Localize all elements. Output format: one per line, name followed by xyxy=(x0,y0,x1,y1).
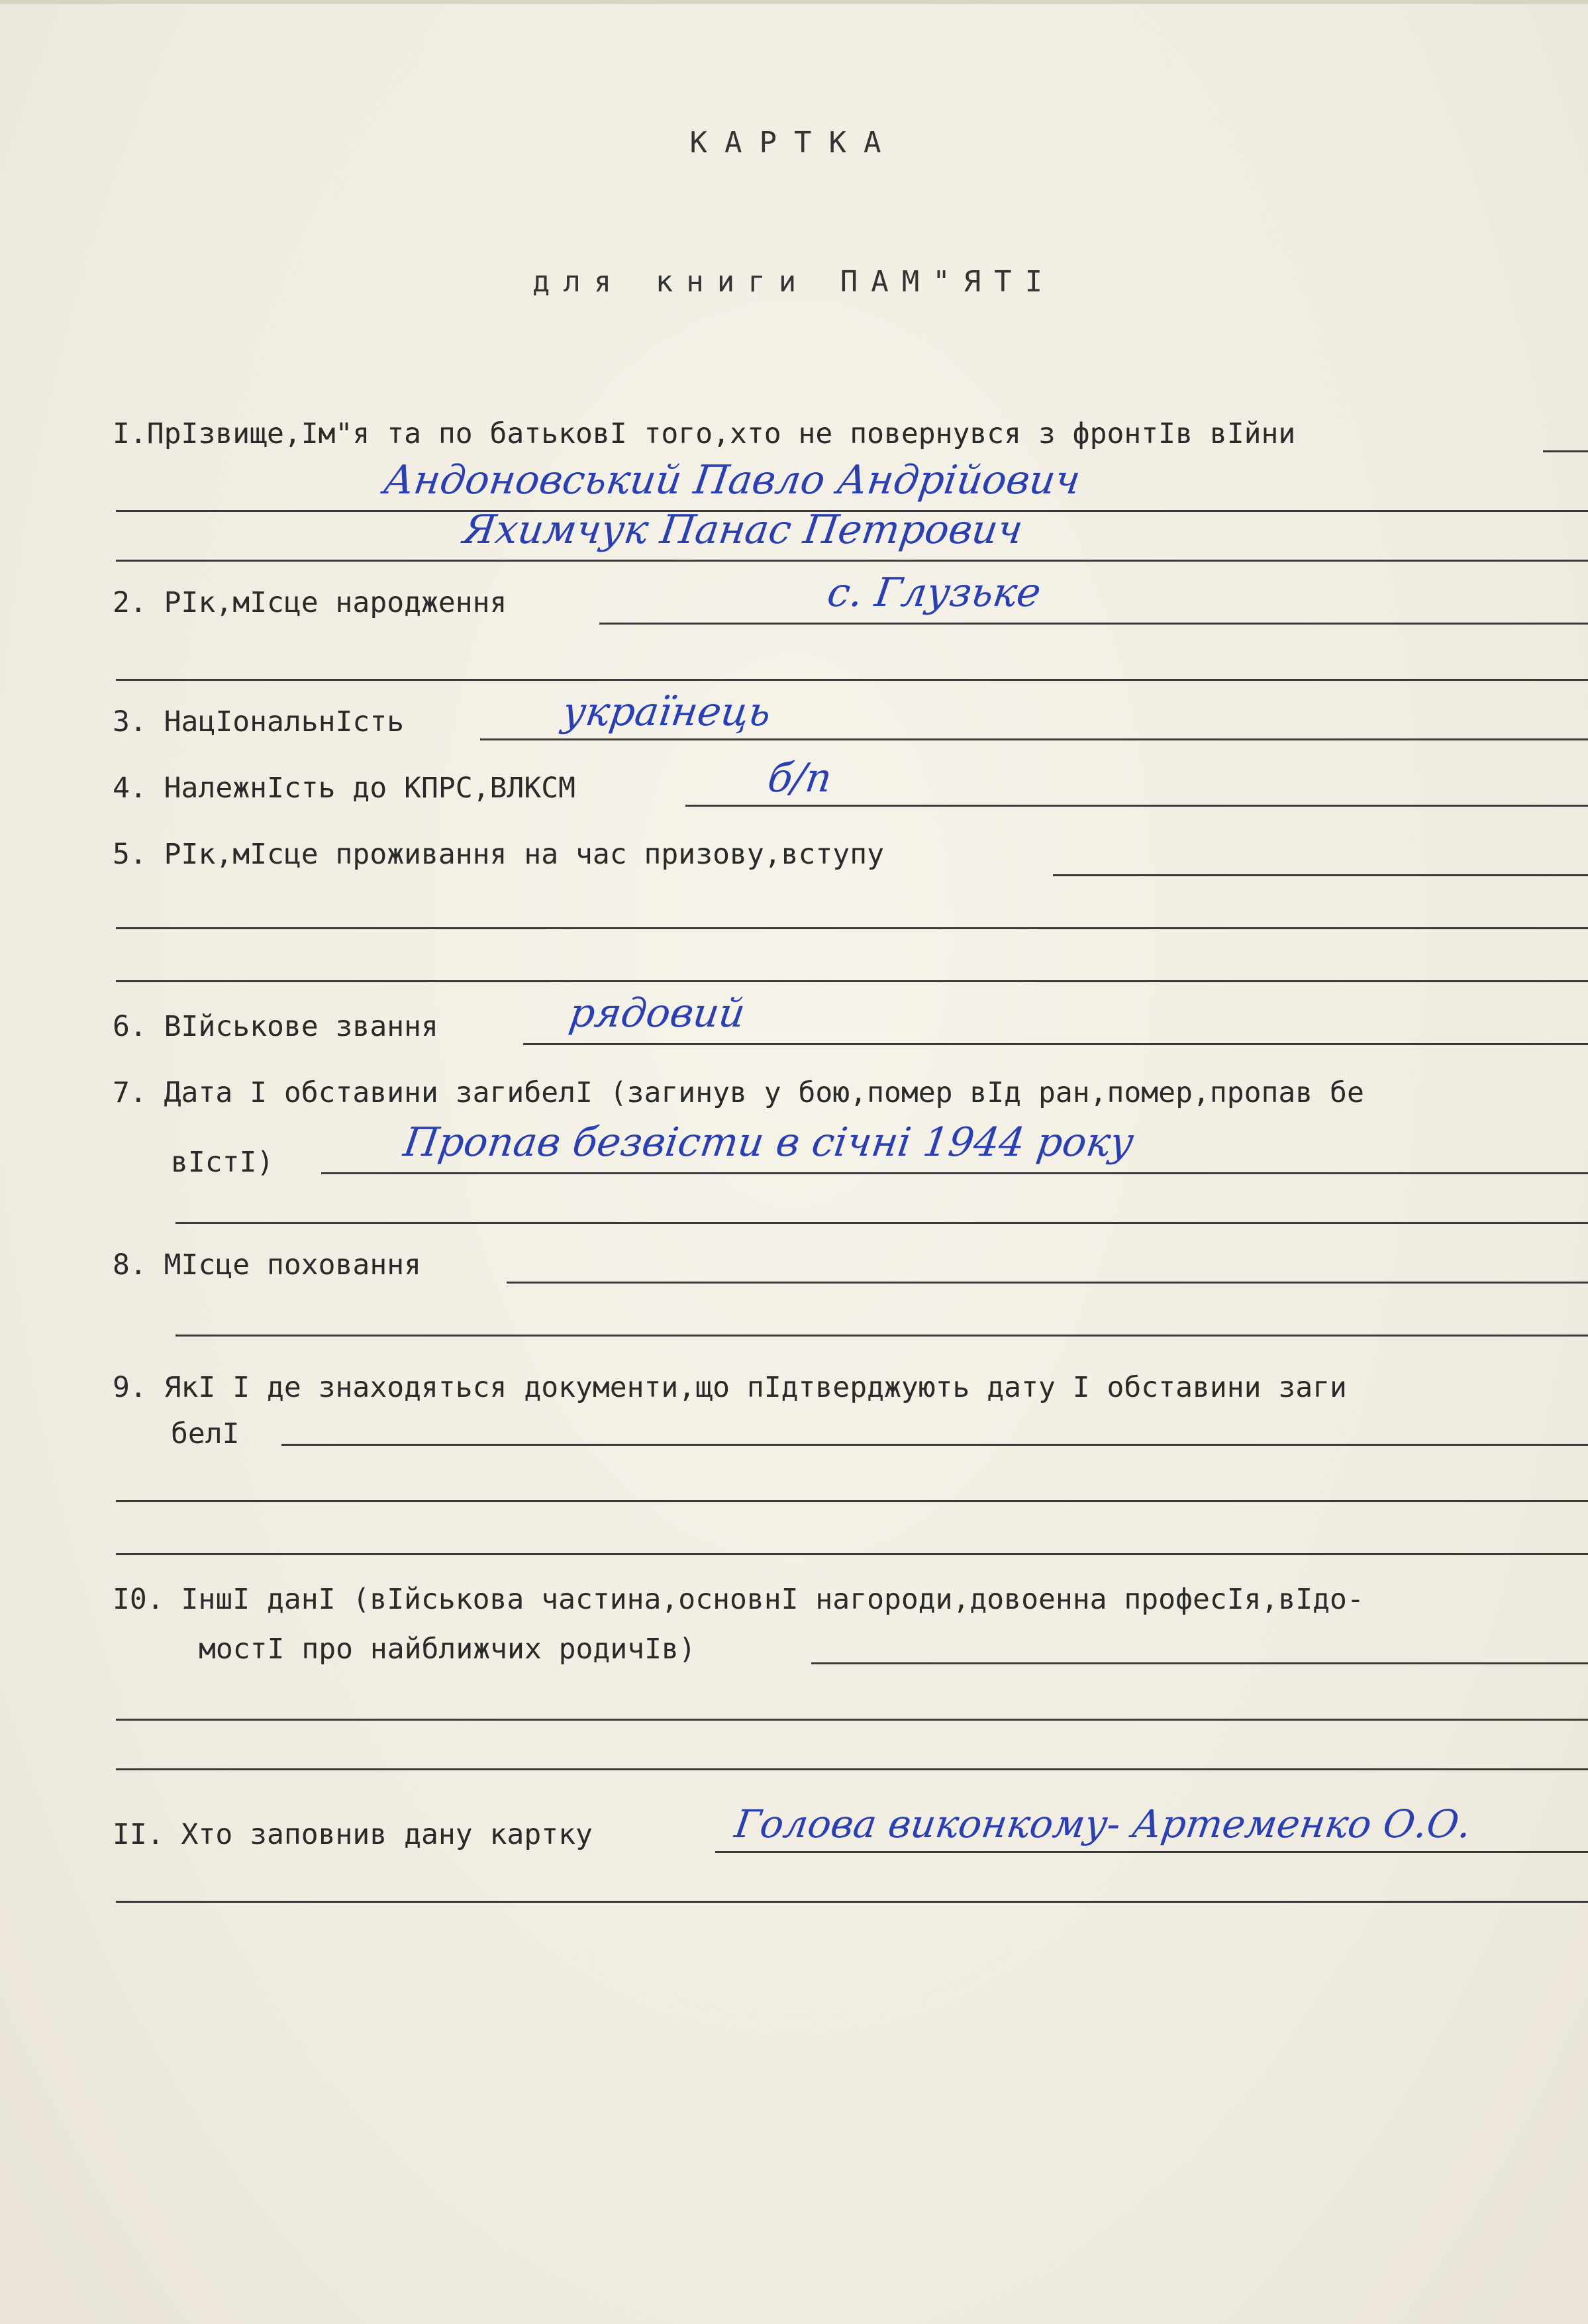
field-5-label: 5. РІк,мІсце проживання на час призову,вступу xyxy=(113,838,884,871)
paper-edge xyxy=(0,0,1588,4)
field-1-handwritten-2: Яхимчук Панас Петрович xyxy=(460,507,1026,553)
field-7-label-cont: вІстІ) xyxy=(171,1146,274,1179)
field-8-label: 8. МІсце поховання xyxy=(113,1248,421,1282)
field-10-line-b xyxy=(116,1719,1588,1721)
field-2-handwritten: с. Глузьке xyxy=(824,570,1044,616)
field-9-label-cont: белІ xyxy=(171,1417,240,1450)
field-9-line-c xyxy=(116,1553,1588,1555)
field-2-label: 2. РІк,мІсце народження xyxy=(113,586,507,619)
field-4-handwritten: б/п xyxy=(765,755,835,801)
field-2-line-a xyxy=(599,623,1588,625)
field-9-line-b xyxy=(116,1500,1588,1502)
card-title: КАРТКА xyxy=(689,126,899,160)
field-3-label: 3. НацІональнІсть xyxy=(113,705,405,738)
field-3-handwritten: українець xyxy=(560,689,774,735)
field-10-line-c xyxy=(116,1768,1588,1770)
field-8-line-a xyxy=(507,1282,1588,1284)
field-1-line-a xyxy=(1543,450,1588,452)
field-7-label: 7. Дата І обставини загибелІ (загинув у бою,помер вІд ран,помер,пропав бе xyxy=(113,1076,1364,1109)
field-6-handwritten: рядовий xyxy=(566,990,748,1036)
card-subtitle: для книги ПАМ"ЯТІ xyxy=(532,265,1056,299)
field-2-line-b xyxy=(116,679,1588,681)
field-1-line-c xyxy=(116,560,1588,562)
field-7-line-b xyxy=(175,1222,1588,1224)
field-10-line-a xyxy=(811,1662,1588,1664)
field-7-handwritten: Пропав безвісти в січні 1944 року xyxy=(401,1119,1137,1166)
field-3-line xyxy=(480,738,1588,740)
field-9-line-a xyxy=(281,1444,1588,1446)
field-1-handwritten-1: Андоновський Павло Андрійович xyxy=(381,457,1083,503)
field-4-label: 4. НалежнІсть до КПРС,ВЛКСМ xyxy=(113,772,575,805)
field-9-label: 9. ЯкІ І де знаходяться документи,що пІдтверджують дату І обставини заги xyxy=(113,1371,1347,1404)
field-11-handwritten: Голова виконкому- Артеменко О.О. xyxy=(732,1801,1474,1846)
field-10-label: І0. ІншІ данІ (вІйськова частина,основнІ нагороди,довоенна професІя,вІдо- xyxy=(113,1583,1364,1616)
field-5-line-c xyxy=(116,980,1588,982)
field-11-line-b xyxy=(116,1901,1588,1903)
field-11-line-a xyxy=(715,1851,1588,1853)
field-5-line-a xyxy=(1053,874,1588,876)
field-6-label: 6. ВІйськове звання xyxy=(113,1010,438,1043)
field-6-line xyxy=(523,1043,1588,1045)
field-10-label-cont: мостІ про найближчих родичІв) xyxy=(199,1633,696,1666)
field-1-label: І.ПрІзвище,Ім"я та по батьковІ того,хто не повернувся з фронтІв вІйни xyxy=(113,417,1296,450)
field-7-line-a xyxy=(321,1172,1588,1174)
field-5-line-b xyxy=(116,927,1588,929)
field-8-line-b xyxy=(175,1335,1588,1337)
field-11-label: ІІ. Хто заповнив дану картку xyxy=(113,1818,593,1851)
field-4-line xyxy=(685,805,1588,807)
